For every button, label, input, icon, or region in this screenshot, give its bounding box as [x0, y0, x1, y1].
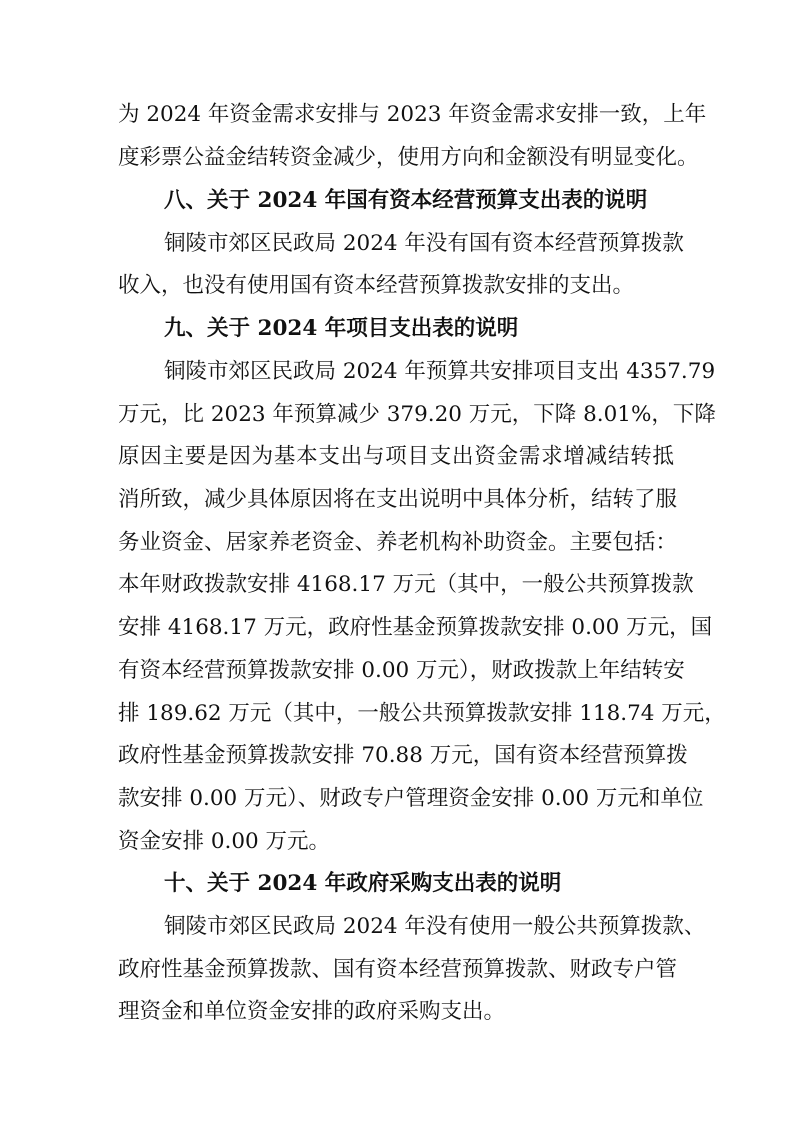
paragraph-line: 本年财政拨款安排 4168.17 万元（其中，一般公共预算拨款: [118, 572, 694, 597]
paragraph-line: 消所致，减少具体原因将在支出说明中具体分析，结转了服: [118, 487, 678, 512]
section-heading-9: 九、关于 2024 年项目支出表的说明: [164, 316, 519, 341]
paragraph-line: 为 2024 年资金需求安排与 2023 年资金需求安排一致，上年: [118, 102, 707, 127]
paragraph-line: 政府性基金预算拨款安排 70.88 万元，国有资本经营预算拨: [118, 743, 688, 768]
paragraph-line: 原因主要是因为基本支出与项目支出资金需求增减结转抵: [118, 444, 674, 469]
paragraph-line: 理资金和单位资金安排的政府采购支出。: [118, 999, 506, 1024]
paragraph-line: 度彩票公益金结转资金减少，使用方向和金额没有明显变化。: [118, 145, 699, 170]
paragraph-line: 收入，也没有使用国有资本经营预算拨款安排的支出。: [118, 273, 635, 298]
paragraph-line: 万元，比 2023 年预算减少 379.20 万元，下降 8.01%，下降: [118, 402, 716, 427]
paragraph-line: 款安排 0.00 万元）、财政专户管理资金安排 0.00 万元和单位: [118, 786, 704, 811]
paragraph-line: 铜陵市郊区民政局 2024 年没有使用一般公共预算拨款、: [164, 914, 706, 939]
paragraph-line: 铜陵市郊区民政局 2024 年没有国有资本经营预算拨款: [164, 231, 684, 256]
paragraph-line: 资金安排 0.00 万元。: [118, 829, 331, 854]
paragraph-line: 有资本经营预算拨款安排 0.00 万元），财政拨款上年结转安: [118, 658, 685, 683]
paragraph-line: 务业资金、居家养老资金、养老机构补助资金。主要包括：: [118, 530, 678, 555]
paragraph-line: 铜陵市郊区民政局 2024 年预算共安排项目支出 4357.79: [164, 359, 716, 384]
section-heading-10: 十、关于 2024 年政府采购支出表的说明: [164, 871, 562, 896]
paragraph-line: 安排 4168.17 万元，政府性基金预算拨款安排 0.00 万元，国: [118, 615, 713, 640]
section-heading-8: 八、关于 2024 年国有资本经营预算支出表的说明: [164, 188, 648, 213]
paragraph-line: 排 189.62 万元（其中，一般公共预算拨款安排 118.74 万元，: [118, 701, 726, 726]
paragraph-line: 政府性基金预算拨款、国有资本经营预算拨款、财政专户管: [118, 957, 678, 982]
